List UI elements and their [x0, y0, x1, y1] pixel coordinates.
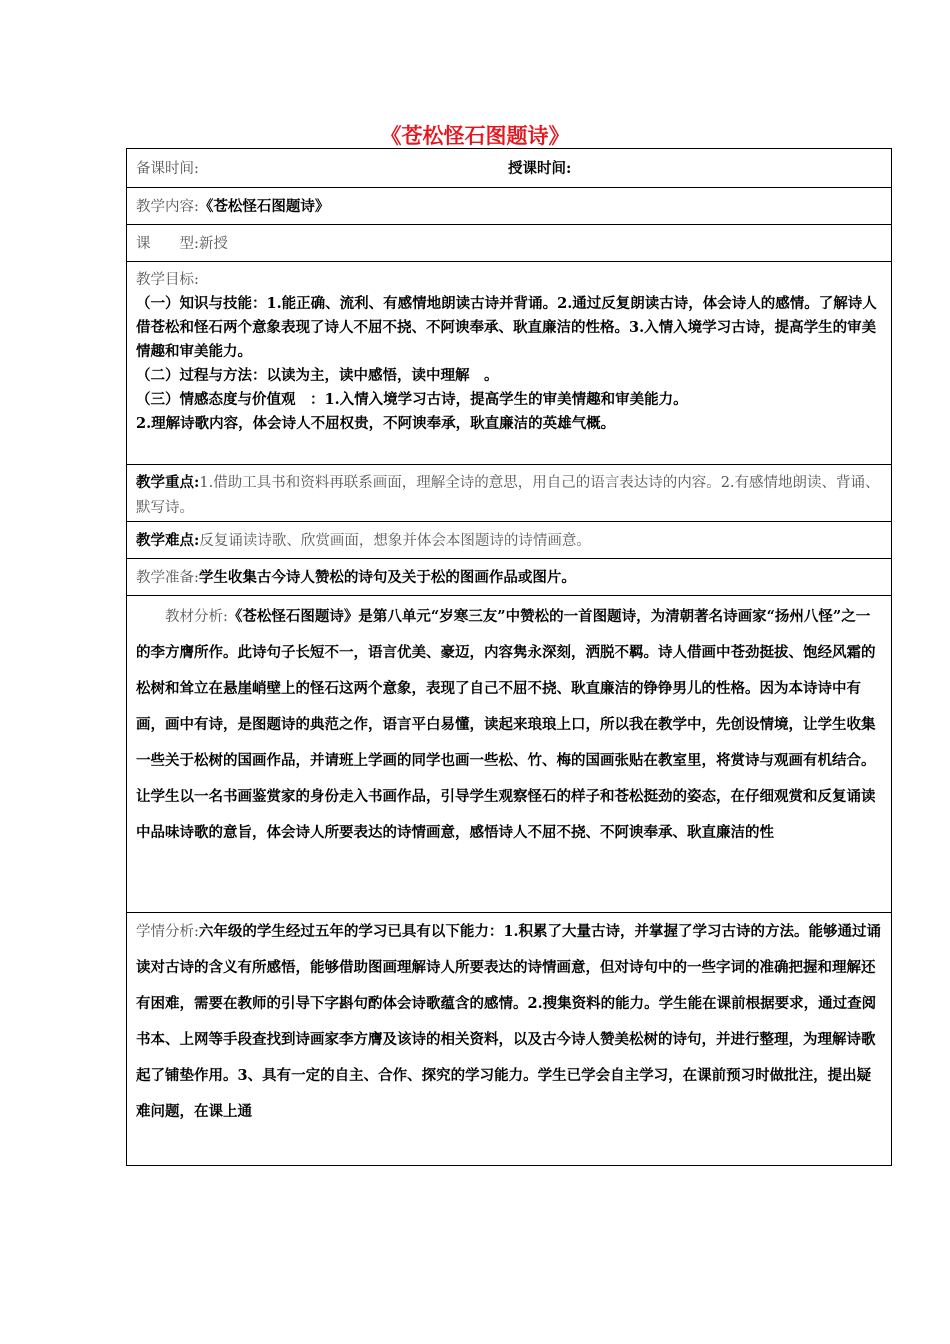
difficulty-label: 教学难点:: [136, 532, 200, 549]
prep-time-label: 备课时间:: [136, 161, 199, 177]
time-row: [127, 149, 892, 188]
key-points-row: [127, 465, 892, 522]
learner-analysis-row: [127, 913, 892, 1166]
learner-analysis-value: 六年级的学生经过五年的学习已具有以下能力：1.积累了大量古诗，并掌握了学习古诗的方法。能够通过诵读对古诗的含义有所感悟，能够借助图画理解诗人所要表达的诗情画意，但对诗句中的一些字词的准确把握和理解还有困难，需要在教师的引导下字斟句酌体会诗歌蕴含的感情。2.搜集资料的能力。学生能在课前根据要求，通过查阅书本、上网等手段查找到诗画家李方膺及该诗的相关资料，以及古今诗人赞美松树的诗句，并进行整理，为理解诗歌起了铺垫作用。3、具有一定的自主、合作、探究的学习能力。学生已学会自主学习，在课前预习时做批注，提出疑难问题，在课上通: [136, 923, 882, 1120]
difficulty-row: [127, 522, 892, 559]
preparation-row: [127, 559, 892, 596]
content-row: [127, 188, 892, 225]
goal-line: （一）知识与技能：1.能正确、流利、有感情地朗读古诗并背诵。2.通过反复朗读古诗，体会诗人的感情。了解诗人借苍松和怪石两个意象表现了诗人不屈不挠、不阿谀奉承、耿直廉洁的性格。3.入情入境学习古诗，提高学生的审美情趣和审美能力。: [136, 295, 877, 360]
material-analysis-label: 教材分析:: [165, 609, 228, 625]
preparation-value: 学生收集古今诗人赞松的诗句及关于松的图画作品或图片。: [198, 569, 576, 586]
type-value: 新授: [198, 236, 228, 252]
difficulty-value: 反复诵读诗歌、欣赏画面，想象并体会本图题诗的诗情画意。: [199, 533, 591, 549]
content-value: 《苍松怪石图题诗》: [198, 198, 330, 215]
goal-line: （三）情感态度与价值观 ：1.入情入境学习古诗，提高学生的审美情趣和审美能力。: [136, 391, 688, 408]
key-points-value: 1.借助工具书和资料再联系画面，理解全诗的意思，用自己的语言表达诗的内容。2.有感情地朗读、背诵、默写诗。: [136, 475, 880, 516]
teach-time-label: 授课时间:: [508, 160, 572, 177]
material-analysis-value: 《苍松怪石图题诗》是第八单元“岁寒三友”中赞松的一首图题诗，为清朝著名诗画家“扬州八怪”之一的李方膺所作。此诗句子长短不一，语言优美、豪迈，内容隽永深刻，洒脱不羁。诗人借画中苍劲挺拔、饱经风霜的松树和耸立在悬崖峭壁上的怪石这两个意象，表现了自己不屈不挠、耿直廉洁的铮铮男儿的性格。因为本诗诗中有画，画中有诗，是图题诗的典范之作，语言平白易懂，读起来琅琅上口，所以我在教学中，先创设情境，让学生收集一些关于松树的国画作品，并请班上学画的同学也画一些松、竹、梅的国画张贴在教室里，将赏诗与观画有机结合。让学生以一名书画鉴赏家的身份走入书画作品，引导学生观察怪石的样子和苍松挺劲的姿态，在仔细观赏和反复诵读中品味诗歌的意旨，体会诗人所要表达的诗情画意，感悟诗人不屈不挠、不阿谀奉承、耿直廉洁的性: [136, 608, 876, 841]
type-row: [127, 225, 892, 262]
lesson-plan-table: [126, 148, 892, 1166]
preparation-label: 教学准备:: [136, 570, 199, 586]
content-label: 教学内容:: [136, 199, 199, 215]
key-points-label: 教学重点:: [136, 474, 200, 491]
goal-line: 2.理解诗歌内容，体会诗人不屈权贵，不阿谀奉承，耿直廉洁的英雄气概。: [136, 415, 616, 432]
goals-label: 教学目标:: [136, 272, 199, 288]
material-analysis-row: [127, 596, 892, 913]
document-title: 《苍松怪石图题诗》: [380, 123, 570, 148]
goals-row: [127, 262, 892, 465]
goal-line: （二）过程与方法：以读为主，读中感悟，读中理解 。: [136, 367, 499, 384]
learner-analysis-label: 学情分析:: [136, 924, 199, 940]
type-label: 课 型:: [136, 236, 199, 252]
